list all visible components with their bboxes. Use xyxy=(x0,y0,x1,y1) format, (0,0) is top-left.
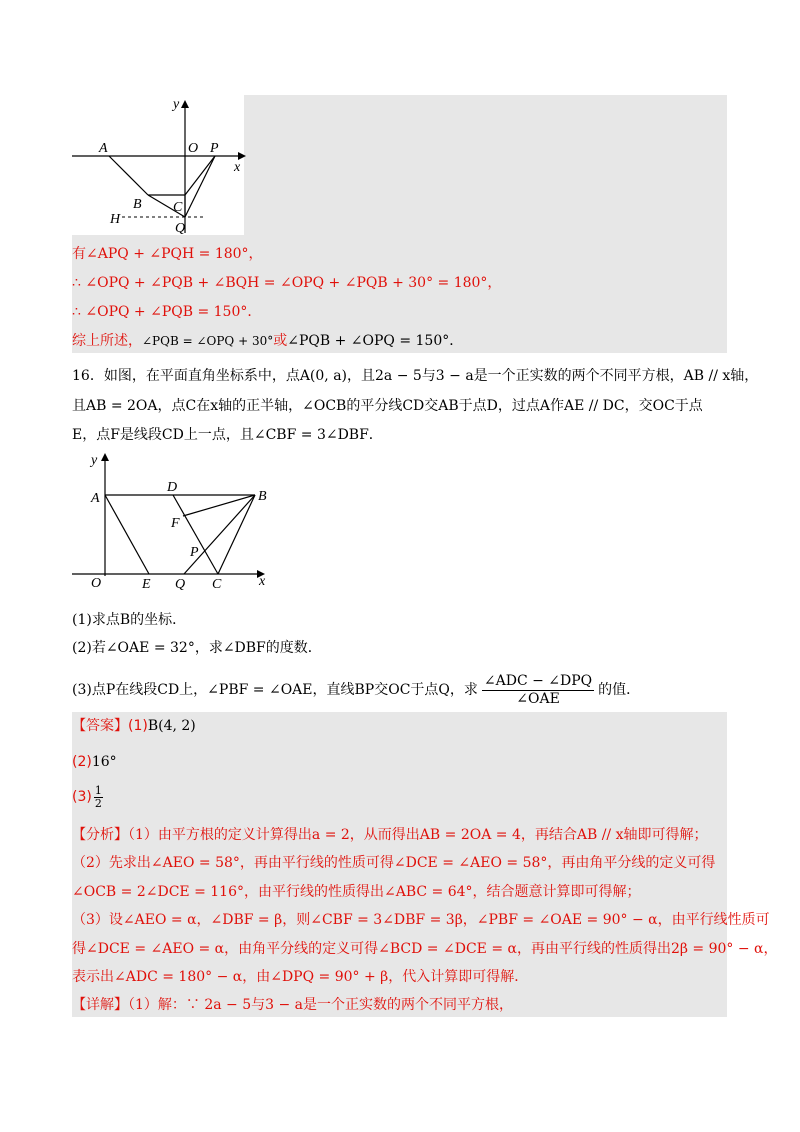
analysis-line-5: 得∠DCE = ∠AEO = α，由角平分线的定义可得∠BCD = ∠DCE = α，再由平行线的性质得出2β = 90° − α， xyxy=(72,941,778,957)
analysis-line-2: （2）先求出∠AEO = 58°，再由平行线的性质可得∠DCE = ∠AEO = 58°，再由角平分线的定义可得 xyxy=(72,855,716,871)
problem-16-line-1: 16．如图，在平面直角坐标系中，点A(0, a)，且2a − 5与3 − a是一个正实数的两个不同平方根，AB // x轴， xyxy=(72,368,759,384)
prev-label-x: x xyxy=(234,160,241,175)
problem-16-line-3: E，点F是线段CD上一点，且∠CBF = 3∠DBF． xyxy=(72,427,383,443)
answer-line-3 xyxy=(72,782,103,812)
p16-label-C: C xyxy=(212,577,222,590)
prev-line-3: ∴ ∠OPQ + ∠PQB = 150°． xyxy=(72,304,262,320)
prev-y-arrow xyxy=(181,100,189,108)
prev-label-C: C xyxy=(173,200,183,215)
question-3-numerator: ∠ADC − ∠DPQ xyxy=(483,672,593,689)
p16-label-x: x xyxy=(259,574,266,589)
p16-label-P: P xyxy=(190,545,199,560)
answer-3-fraction xyxy=(94,785,103,810)
prev-label-P: P xyxy=(210,141,219,156)
question-3-text-b: 的值． xyxy=(598,682,641,698)
analysis-line-6: 表示出∠ADC = 180° − α，由∠DPQ = 90° + β，代入计算即可得解． xyxy=(72,969,529,985)
answer-1-num: (1) xyxy=(128,718,148,734)
prev-x-arrow xyxy=(238,152,246,160)
prev-label-O: O xyxy=(188,141,199,156)
answer-3-numerator: 1 xyxy=(94,783,102,797)
answer-2-value: 16° xyxy=(91,754,117,770)
prev-label-B: B xyxy=(133,197,142,212)
prev-line-4-a: 综上所述， xyxy=(72,333,142,349)
question-2: (2)若∠OAE = 32°，求∠DBF的度数． xyxy=(72,640,322,656)
question-3-denominator: ∠OAE xyxy=(516,690,560,707)
prev-line-1: 有∠APQ + ∠PQH = 180°， xyxy=(72,246,263,262)
answer-1-value: B(4, 2) xyxy=(147,718,196,734)
analysis-line-3: ∠OCB = 2∠DCE = 116°，由平行线的性质得出∠ABC = 64°，结合题意计算即可得解； xyxy=(72,884,641,900)
answer-3-denominator: 2 xyxy=(94,796,102,810)
answer-line-2 xyxy=(72,752,117,772)
prev-figure xyxy=(72,95,252,237)
p16-y-arrow xyxy=(101,453,109,461)
prev-label-y: y xyxy=(173,97,180,112)
question-3-fraction xyxy=(482,673,594,708)
prev-label-A: A xyxy=(99,141,108,156)
question-3-text-a: (3)点P在线段CD上，∠PBF = ∠OAE，直线BP交OC于点Q，求 xyxy=(72,682,478,698)
p16-label-F: F xyxy=(171,516,180,531)
analysis-text-1: （1）由平方根的定义计算得出a = 2，从而得出AB = 2OA = 4，再结合AB // x轴即可得解； xyxy=(128,827,708,843)
prev-line-4-c: 或 xyxy=(273,333,288,349)
analysis-line-1 xyxy=(72,825,707,845)
p16-label-B: B xyxy=(258,489,267,504)
question-3 xyxy=(72,670,640,710)
p16-label-D: D xyxy=(167,480,178,495)
p16-label-Q: Q xyxy=(175,577,186,590)
p16-label-A: A xyxy=(91,491,100,506)
answer-3-num: (3) xyxy=(72,789,92,805)
prev-line-2: ∴ ∠OPQ + ∠PQB + ∠BQH = ∠OPQ + ∠PQB + 30° = 180°， xyxy=(72,275,502,291)
detail-text-1: （1）解：∵ 2a − 5与3 − a是一个正实数的两个不同平方根， xyxy=(128,997,514,1013)
answer-line-1 xyxy=(72,716,196,736)
prev-label-H: H xyxy=(110,212,121,227)
problem-16-line-2: 且AB = 2OA，点C在x轴的正半轴，∠OCB的平分线CD交AB于点D，过点A作AE // DC，交OC于点 xyxy=(72,398,703,414)
answer-label: 【答案】 xyxy=(72,718,128,734)
detail-line-1 xyxy=(72,995,513,1015)
p16-label-E: E xyxy=(142,577,151,590)
analysis-line-4: （3）设∠AEO = α，∠DBF = β，则∠CBF = 3∠DBF = 3β，∠PBF = ∠OAE = 90° − α，由平行线性质可 xyxy=(72,912,770,928)
p16-label-O: O xyxy=(91,576,102,590)
problem-16-figure xyxy=(72,450,282,590)
analysis-label: 【分析】 xyxy=(72,827,128,843)
p16-label-y: y xyxy=(91,453,98,468)
prev-line-4 xyxy=(72,331,463,351)
detail-label: 【详解】 xyxy=(72,997,128,1013)
prev-label-Q: Q xyxy=(175,221,186,236)
answer-2-num: (2) xyxy=(72,754,92,770)
prev-line-4-b: ∠PQB = ∠OPQ + 30° xyxy=(142,334,274,348)
question-1: (1)求点B的坐标． xyxy=(72,612,187,628)
prev-line-4-d: ∠PQB + ∠OPQ = 150°． xyxy=(287,333,464,349)
